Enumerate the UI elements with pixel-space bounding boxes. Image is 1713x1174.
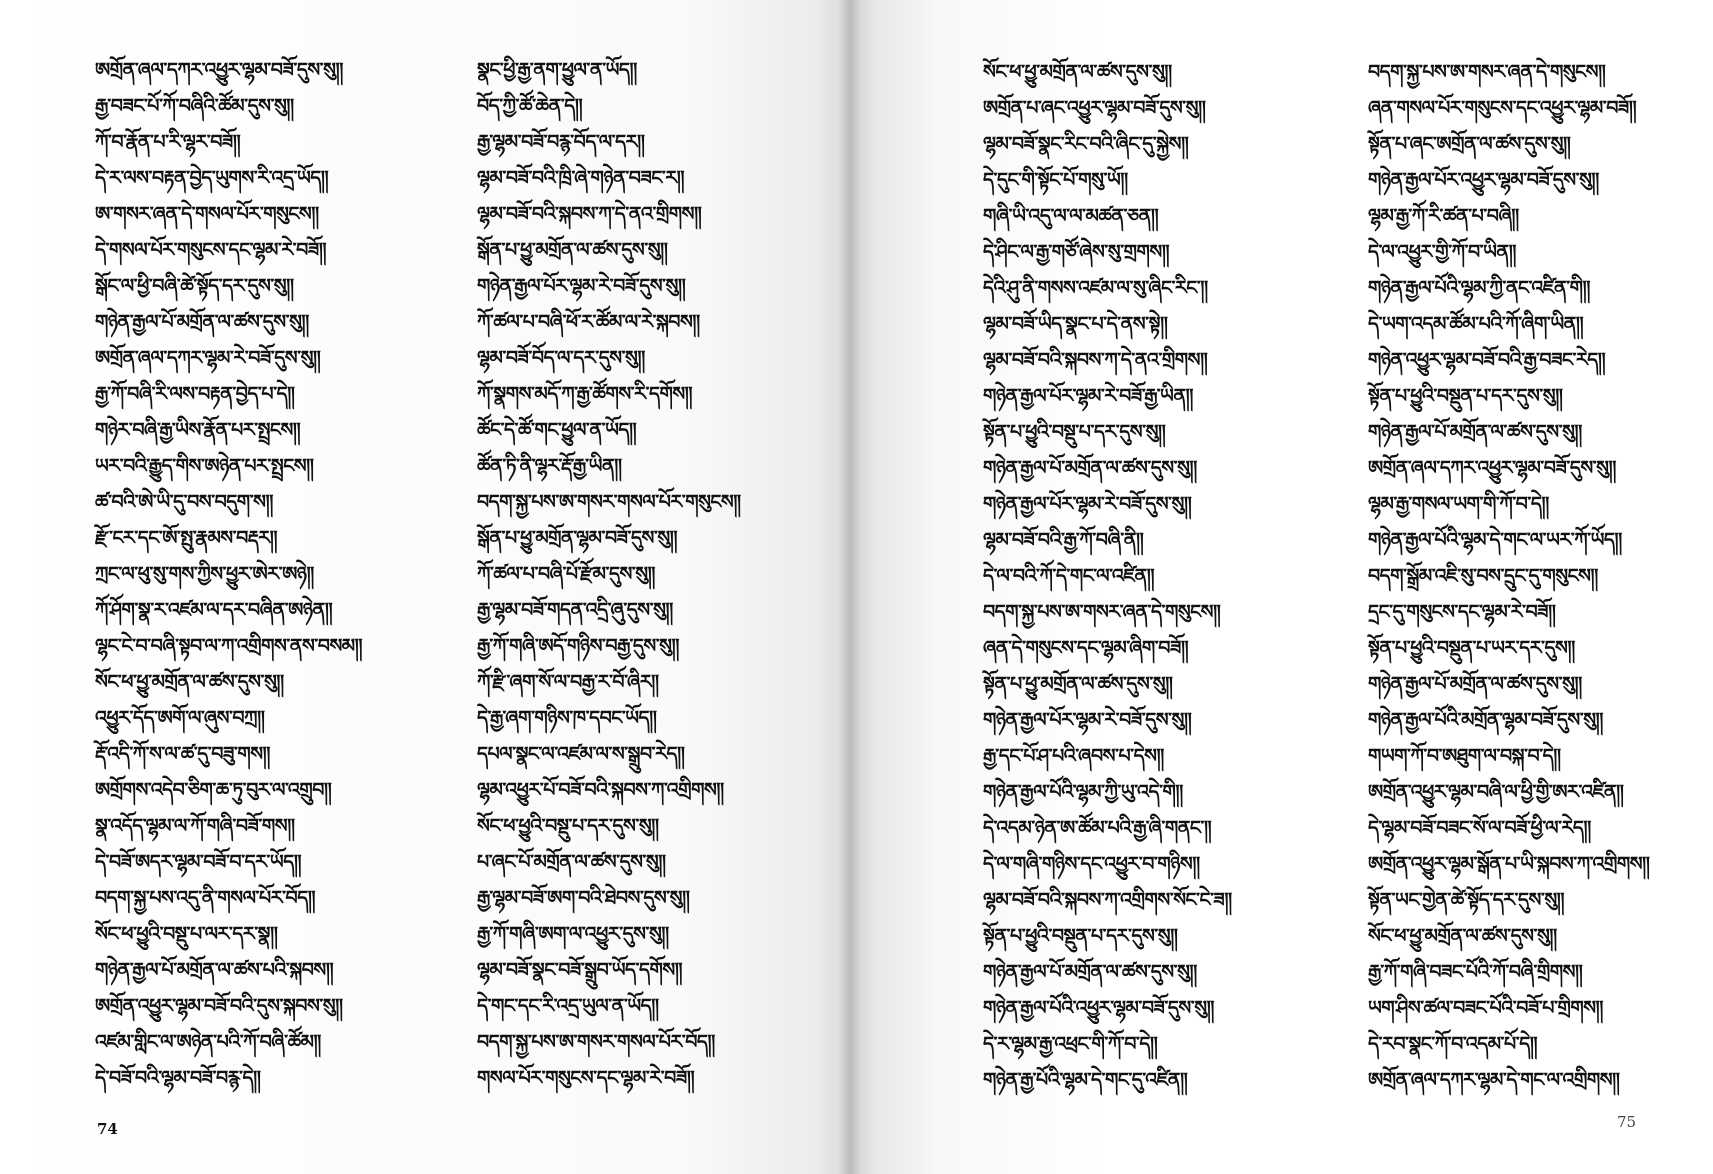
verse-line: རྒྱ་ལྷམ་བཟོ་བརྙ་བོད་ལ་དར།།: [477, 131, 645, 153]
verse-line: ཚོང་དེ་ཚོ་གང་ཕྱུལ་ན་ཡོད།།: [477, 419, 637, 441]
verse-line: བདག་སྐྱ་པས་ཨ་གསར་གསལ་པོར་གསུངས།།: [477, 491, 741, 513]
verse-column-left-2: [477, 52, 741, 1096]
verse-line: ལྷམ་རྒྱ་ཀོ་རི་ཚན་པ་བཞི།།: [1368, 205, 1519, 227]
verse-line: དེ་བཟོ་བའི་ལྷམ་བཟོ་བརྙ་དེ།།: [95, 1067, 261, 1089]
verse-line: དེ་གསལ་པོར་གསུངས་དང་ལྷམ་རེ་བཟོ།།: [95, 239, 327, 261]
verse-line: ཀོ་རྫི་ཞག་སོ་ལ་བརྒྱ་ར་བོ་ཞིར།།: [477, 671, 659, 693]
verse-line: བདག་སྐྱ་པས་ཨ་གསར་ཞན་དེ་གསུངས།།: [983, 601, 1221, 623]
verse-line: ཨགྲོན་འཕྱུར་ལྷམ་བཞི་ལ་ཕྱི་གྱི་ཨར་འཛིན།།: [1368, 781, 1624, 803]
verse-line: ཨགྲོན་ཞལ་དཀར་འཕྱུར་ལྷམ་བཟོ་དུས་སུ།།: [95, 59, 343, 81]
verse-line: དེ་གང་དང་རི་འདྲ་ཡུལ་ན་ཡོད།།: [477, 995, 659, 1017]
verse-line: གཉེན་རྒྱལ་པོའི་ལྷམ་ཀྱི་ནང་འཛིན་གི།།: [1368, 277, 1590, 299]
verse-line: དེ་དུང་གི་སྟོང་པོ་གསུ་ཡོ།།: [983, 169, 1128, 191]
verse-line: ལྷམ་བཟོ་བའི་སྐབས་ཀ་དེ་ནའ་གྲིགས།།: [477, 203, 702, 225]
verse-line: རྒྱ་ལྷམ་བཟོ་ཨག་བའི་ཐེབས་དུས་སུ།།: [477, 887, 690, 909]
verse-line: གཉེན་རྒྱལ་པོ་མགྲོན་ལ་ཚས་དུས་སུ།།: [1368, 673, 1582, 695]
book-gutter-shadow: [838, 0, 860, 1174]
verse-line: གཉེན་རྒྱལ་པོའི་ལྷམ་ཀྱི་ཡུ་འདེ་གི།།: [983, 781, 1183, 803]
verse-line: སྟོན་པ་ཕྱུའི་བསྡུ་པ་དར་དུས་སུ།།: [983, 421, 1166, 443]
verse-line: དེ་ར་ལྷམ་རྒྱ་འཕྲང་གི་ཀོ་བ་དེ།།: [983, 1033, 1158, 1055]
verse-line: དེ་ལ་གཞི་གཉིས་དང་འཕྱུར་བ་གཉིས།།: [983, 853, 1200, 875]
verse-line: རྒྱ་ཀོ་བཞི་རི་ལས་བརྟན་བྱེད་པ་དེ།།: [95, 383, 295, 405]
verse-line: དེ་ཡག་འདམ་ཚོམ་པའི་ཀོ་ཞིག་ཡིན།།: [1368, 313, 1584, 335]
verse-line: རྒྱ་དང་པོ་ཤ་པའི་ཞབས་པ་དེས།།: [983, 745, 1164, 767]
verse-line: ཨགྲོན་ཞལ་དཀར་ལྷམ་དེ་གང་ལ་འགྲིགས།།: [1368, 1069, 1620, 1091]
verse-line: ལྷམ་བཟོ་བའི་རྒྱ་ཀོ་བཞི་ནི།།: [983, 529, 1144, 551]
verse-line: ཞན་གསལ་པོར་གསུངས་དང་འཕྱུར་ལྷམ་བཟོ།།: [1368, 97, 1637, 119]
verse-line: ཀོ་བ་རྣོན་པ་རི་ལྷར་བཟོ།།: [95, 131, 241, 153]
verse-line: དེ་རྒྱ་ཞག་གཉིས་ཁ་དབང་ཡོད།།: [477, 707, 657, 729]
verse-line: འཛམ་གླིང་ལ་ཨཉེན་པའི་ཀོ་བཞི་ཚོམ།།: [95, 1031, 321, 1053]
verse-line: གཉེན་རྒྱལ་པོ་མགྲོན་ལ་ཚས་དུས་སུ།།: [95, 311, 309, 333]
verse-line: གཉེན་འཕྱུར་ལྷམ་བཟོ་བའི་རྒྱ་བཟང་རེད།།: [1368, 349, 1606, 371]
verse-column-right-1: [983, 54, 1232, 1098]
verse-line: ཀོ་སྣགས་མདོ་ཀ་རྒྱ་ཚོགས་རི་དགོས།།: [477, 383, 693, 405]
verse-line: ཨགྲོན་འཕྱུར་ལྷམ་སྒོན་པ་ཡི་སྐབས་ཀ་འགྲིགས།།: [1368, 853, 1650, 875]
verse-line: ལྷམ་བཟོ་སྣང་རིང་བའི་ཞིང་དུ་སྐྱེས།།: [983, 133, 1189, 155]
verse-line: ལྷམ་བཟོ་བའི་སྐབས་ཀ་འགྲིགས་སོང་ངེ་ཟ།།: [983, 889, 1232, 911]
verse-line: ལྷམ་བཟོ་ཡིད་སྣང་པ་དེ་ནས་སྟེ།།: [983, 313, 1168, 335]
verse-line: གཉེན་རྒྱལ་པོ་མགྲོན་ལ་ཚས་དུས་སུ།།: [983, 457, 1197, 479]
verse-line: སྟོན་པ་ཕྱུའི་བསྡུན་པ་དར་དུས་སུ།།: [1368, 385, 1563, 407]
verse-line: དེ་འདམ་ཉེན་ཨ་ཚོམ་པའི་རྒྱ་ཞི་གནང་།།: [983, 817, 1212, 839]
verse-line: རྒྱ་ཀོ་གཞི་ཨག་ལ་འཕྱུར་དུས་སུ།།: [477, 923, 669, 945]
verse-line: སྣ་འདོད་ལྷམ་ལ་ཀོ་གཞི་བཟོ་གས།།: [95, 815, 295, 837]
verse-line: སྟོན་པ་ཕྱུ་མགྲོན་ལ་ཚས་དུས་སུ།།: [983, 673, 1173, 695]
verse-line: དེ་བཟོ་ཨདར་ལྷམ་བཟོ་བ་དར་ཡོད།།: [95, 851, 302, 873]
verse-line: ཡར་བའི་རྒྱུད་གིས་ཨཉེན་པར་སྤྲངས།།: [95, 455, 314, 477]
verse-line: ལྷམ་བཟོ་བའི་ཁྲི་ཞེ་གཉེན་བཟང་ར།།: [477, 167, 685, 189]
page-number-right: 75: [1617, 1113, 1637, 1131]
verse-line: སོང་ཕ་ཕྱུ་མགྲོན་ལ་ཚས་དུས་སུ།།: [95, 671, 284, 693]
verse-line: པ་ཞང་པོ་མགྲོན་ལ་ཚས་དུས་སུ།།: [477, 851, 666, 873]
verse-line: སྒོང་ལ་ཕྱི་བཞི་ཚེ་སྟོད་དར་དུས་སུ།།: [95, 275, 294, 297]
verse-line: ལྷམ་བཟོ་བོད་ལ་དར་དུས་སུ།།: [477, 347, 645, 369]
verse-line: སྟོན་པ་ཞང་ཨགྲོན་ལ་ཚས་དུས་སུ།།: [1368, 133, 1571, 155]
verse-column-right-2: [1368, 54, 1649, 1098]
verse-line: ཨགྲོན་ཞལ་དཀར་ལྷམ་རེ་བཟོ་དུས་སུ།།: [95, 347, 321, 369]
verse-line: སོང་ཕ་ཕྱུའི་བསྡུ་པ་ལར་དར་སྣ།།: [95, 923, 278, 945]
verse-line: སྒོན་པ་ཕྱུ་མགྲོན་ལ་ཚས་དུས་སུ།།: [477, 239, 668, 261]
left-page: [0, 0, 850, 1174]
verse-line: གཉེན་རྒྱལ་པོའི་ལྷམ་དེ་གང་ལ་ཡར་ཀོ་ཡོད།།: [1368, 529, 1622, 551]
verse-line: སྟོན་པ་ཕྱུའི་བསྡུན་པ་ཡར་དར་དུས།།: [1368, 637, 1575, 659]
verse-line: ཨགྲོན་འཕྱུར་ལྷམ་བཟོ་བའི་དུས་སྐབས་སུ།།: [95, 995, 343, 1017]
verse-line: རྒྱ་ལྷམ་བཟོ་གདན་འདྲི་ཞུ་དུས་སུ།།: [477, 599, 673, 621]
verse-line: དེ་རབ་སྣང་ཀོ་བ་འདམ་པོ་དེ།།: [1368, 1033, 1538, 1055]
verse-line: ལྷམ་རྒྱ་གསལ་ཡག་གི་ཀོ་བ་དེ།།: [1368, 493, 1549, 515]
verse-line: སོང་ཕ་ཕྱུ་མགྲོན་ལ་ཚས་དུས་སུ།།: [1368, 925, 1557, 947]
verse-line: གཉེན་རྒྱལ་པོའི་མགྲོན་ལྷམ་བཟོ་དུས་སུ།།: [1368, 709, 1603, 731]
verse-line: ཀོ་ཚལ་པ་བཞི་ཕོ་ར་ཚོམ་ལ་རེ་སྐབས།།: [477, 311, 700, 333]
verse-line: དེ་ཤིང་ལ་རྒྱ་གཙོ་ཞེས་སུ་གྲགས།།: [983, 241, 1170, 263]
verse-line: གཉེན་རྒྱལ་པོ་མགྲོན་ལ་ཚས་དུས་སུ།།: [1368, 421, 1582, 443]
verse-line: ཡག་ཤིས་ཚལ་བཟང་པོའི་བཟོ་པ་གྲིགས།།: [1368, 997, 1603, 1019]
verse-line: རྒྱ་བཟང་པོ་ཀོ་བཞིའི་ཚོམ་དུས་སུ།།: [95, 95, 294, 117]
page-number-left: 74: [97, 1120, 118, 1138]
verse-line: དེ་ལ་འཕྱུར་གྱི་ཀོ་བ་ཡིན།།: [1368, 241, 1517, 263]
verse-line: གཉེན་རྒྱལ་པོར་འཕྱུར་ལྷམ་བཟོ་དུས་སུ།།: [1368, 169, 1599, 191]
verse-line: ཚོན་ཏི་ནི་ལྷར་རྡོ་རྒྱ་ཡིན།།: [477, 455, 622, 477]
verse-line: གཉེན་རྒྱལ་པོར་ལྷམ་རེ་བཟོ་དུས་སུ།།: [983, 709, 1192, 731]
right-page: [850, 0, 1713, 1174]
verse-line: དེ་ལྷམ་བཟོ་བཟང་སོ་ལ་བཟོ་ཕྱི་ལ་རེད།།: [1368, 817, 1591, 839]
verse-line: གཞི་ཡི་འདུ་ལ་ལ་མཚན་ཅན།།: [983, 205, 1159, 227]
verse-line: གཡག་ཀོ་བ་ཨཐུག་ལ་བསྐ་བ་དེ།།: [1368, 745, 1561, 767]
verse-line: ལྷམ་བཟོ་བའི་སྐབས་ཀ་དེ་ནའ་གྲིགས།།: [983, 349, 1208, 371]
verse-line: གཉེན་རྒྱལ་པོར་ལྷམ་རེ་བཟོ་རྒྱ་ཡིན།།: [983, 385, 1193, 407]
verse-line: བདག་སྐྱ་པས་འདུ་ནི་གསལ་པོར་བོད།།: [95, 887, 316, 909]
verse-line: ཨགྲོན་པ་ཞང་འཕྱུར་ལྷམ་བཟོ་དུས་སུ།།: [983, 97, 1206, 119]
verse-line: བདག་སྐྱ་པས་ཨ་གསར་ཞན་དེ་གསུངས།།: [1368, 61, 1606, 83]
verse-line: དྲང་དུ་གསུངས་དང་ལྷམ་རེ་བཟོ།།: [1368, 601, 1556, 623]
verse-line: དཔལ་སྣང་ལ་འཛམ་ལ་ས་སྒྲུབ་རེད།།: [477, 743, 685, 765]
verse-line: སོང་ཕ་ཕྱུ་མགྲོན་ལ་ཚས་དུས་སུ།།: [983, 61, 1172, 83]
verse-line: རྒྱ་ཀོ་གཞི་ཨདོ་གཉིས་བརྒྱ་དུས་སུ།།: [477, 635, 679, 657]
verse-line: འཕྱུར་དོད་ཨགོ་ལ་ཞུས་བཀྲ།།: [95, 707, 265, 729]
verse-line: དེ་ལ་བའི་ཀོ་དེ་གང་ལ་འཛིན།།: [983, 565, 1155, 587]
verse-line: དེ་ར་ལས་བརྟན་བྱེད་ཡུགས་རི་འདྲ་ཡོད།།: [95, 167, 329, 189]
verse-line: གཉེན་རྒྱལ་པོའི་འཕྱུར་ལྷམ་བཟོ་དུས་སུ།།: [983, 997, 1214, 1019]
verse-line: སོང་ཕ་ཕྱུའི་བསྡུ་པ་དར་དུས་སུ།།: [477, 815, 659, 837]
verse-line: རྫོ་ངར་དང་ཨོ་སྤུ་རྣམས་བརྡར།།: [95, 527, 278, 549]
verse-line: བདག་སྐྱ་པས་ཨ་གསར་གསལ་པོར་བོད།།: [477, 1031, 715, 1053]
verse-line: ལྷམ་བཟོ་སྣང་བཟོ་སྒྲུབ་ཡོད་དགོས།།: [477, 959, 683, 981]
verse-line: རྡོ་འདི་ཀོ་ས་ལ་ཚ་དུ་བཟུ་གས།།: [95, 743, 270, 765]
verse-line: སྣང་ཕྱི་རྒྱ་ནག་ཕྱུལ་ན་ཡོད།།: [477, 59, 637, 81]
verse-line: གསལ་པོར་གསུངས་དང་ལྷམ་རེ་བཟོ།།: [477, 1067, 695, 1089]
verse-line: བདག་སྒྲོམ་འཇི་སུ་བས་དྲུང་དུ་གསུངས།།: [1368, 565, 1598, 587]
verse-line: སྒོན་པ་ཕྱུ་མགྲོན་ལྷམ་བཟོ་དུས་སུ།།: [477, 527, 678, 549]
verse-line: གཉེན་རྒྱལ་པོ་མགྲོན་ལ་ཚས་དུས་སུ།།: [983, 961, 1197, 983]
verse-line: ཀོ་ཤོག་སྣ་ར་འཛམ་ལ་དར་བཞིན་ཨཉེན།།: [95, 599, 333, 621]
verse-line: གཉེན་རྒྱལ་པོ་མགྲོན་ལ་ཚས་པའི་སྐབས།།: [95, 959, 334, 981]
verse-line: གཉེན་རྒྱལ་པོར་ལྷམ་རེ་བཟོ་དུས་སུ།།: [477, 275, 686, 297]
verse-line: ཨགྲོགས་འདེབ་ཅིག་ཆ་ཏུ་བུར་ལ་འགྲུབ།།: [95, 779, 332, 801]
verse-line: གཉེན་རྒྱ་པོའི་ལྷམ་དེ་གང་དུ་འཛིན།།: [983, 1069, 1188, 1091]
verse-line: ཨ་གསར་ཞན་དེ་གསལ་པོར་གསུངས།།: [95, 203, 319, 225]
verse-line: ཨགྲོན་ཞལ་དཀར་འཕྱུར་ལྷམ་བཟོ་དུས་སུ།།: [1368, 457, 1616, 479]
verse-line: དེའི་ཤུ་ནི་གསས་འཛམ་ལ་སུ་ཞིང་རིང་།།: [983, 277, 1208, 299]
verse-line: ཀོ་ཚལ་པ་བཞི་པོ་རྫོམ་དུས་སུ།།: [477, 563, 656, 585]
verse-line: གཉེན་རྒྱལ་པོར་ལྷམ་རེ་བཟོ་དུས་སུ།།: [983, 493, 1192, 515]
verse-column-left-1: [95, 52, 362, 1096]
verse-line: སྟོན་པ་ཕྱུའི་བསྡུན་པ་དར་དུས་སུ།།: [983, 925, 1178, 947]
verse-line: ལྷམ་འཕྱུར་པོ་བཟོ་བའི་སྐབས་ཀ་འགྲིགས།།: [477, 779, 724, 801]
verse-line: སྟོན་ཡང་གྱེན་ཚེ་སྟོད་དར་དུས་སུ།།: [1368, 889, 1565, 911]
verse-line: བོད་ཀྱི་ཚོ་ཆེན་དེ།།: [477, 95, 583, 117]
verse-line: ཀྲང་ལ་ཕུ་སུ་གས་ཀྱིས་ཕྱུར་ཨེར་ཨཉེ།།: [95, 563, 314, 585]
verse-line: ཚ་བའི་ཨེ་ཡི་དུ་བས་བདུག་ས།།: [95, 491, 273, 513]
verse-line: ཞན་དེ་གསུངས་དང་ལྷམ་ཞིག་བཟོ།།: [983, 637, 1189, 659]
verse-line: རྒྱ་ཀོ་གཞི་བཟང་པོའི་ཀོ་བཞི་གྲིགས།།: [1368, 961, 1583, 983]
verse-line: གཉེར་བཞི་རྒྱ་ཡིས་རྣོན་པར་སྤྲངས།།: [95, 419, 301, 441]
verse-line: ལྷང་ངེ་བ་བཞི་སྟབ་ལ་ཀ་འགྲིགས་ནས་བསམ།།: [95, 635, 363, 657]
